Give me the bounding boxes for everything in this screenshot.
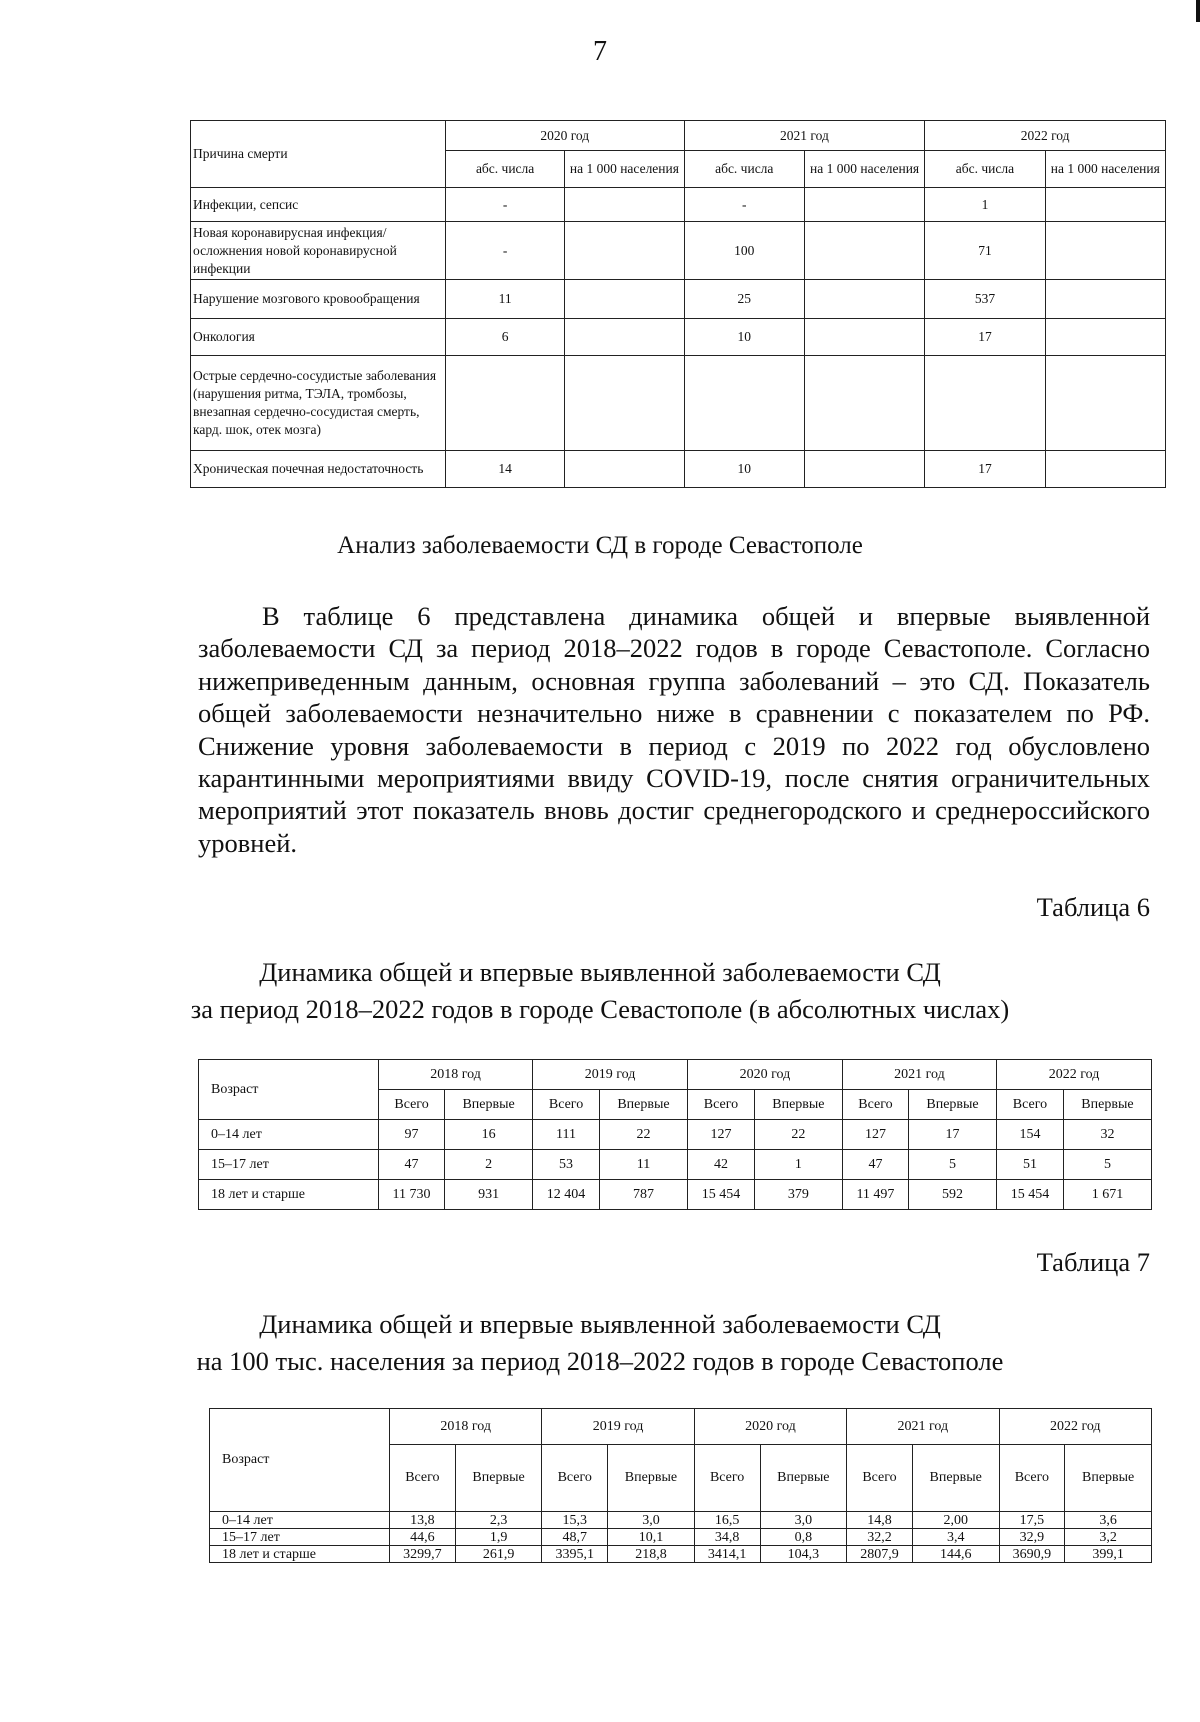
table6-caption-line2: за период 2018–2022 годов в городе Севастополе (в абсолютных числах) — [190, 994, 1010, 1024]
body-paragraph: В таблице 6 представлена динамика общей и впервые выявленной заболеваемости СД за период 2018–2022 годов в городе Севастополе. Согласно нижеприведенным данным, основная группа заболеваний – это СД. Показатель общей заболеваемости незначительно ниже в сравнении с показателем по РФ. Снижение уровня заболеваемости в период с 2019 по 2022 год обусловлено карантинными мероприятиями ввиду COVID-19, после снятия ограничительных мероприятий этот показатель вновь достиг среднегородского и среднероссийского уровней. — [198, 601, 1150, 858]
value-cell: 11 — [599, 1150, 687, 1180]
value-cell: 1 — [925, 188, 1045, 222]
year-header: 2019 год — [533, 1060, 688, 1090]
value-cell — [804, 222, 924, 280]
value-cell: 3,6 — [1065, 1512, 1152, 1529]
value-cell: 1 — [754, 1150, 842, 1180]
section-title: Анализ заболеваемости СД в городе Севастополе — [337, 532, 863, 559]
value-cell: 2,3 — [455, 1512, 542, 1529]
table-row — [199, 1150, 1152, 1180]
value-cell: 2807,9 — [847, 1546, 913, 1563]
value-cell — [565, 222, 684, 280]
table6-caption-line1: Динамика общей и впервые выявленной заболеваемости СД — [259, 957, 941, 987]
subheader-abs: абс. числа — [445, 151, 564, 188]
subheader-new: Впервые — [445, 1090, 533, 1120]
table-row — [199, 1180, 1152, 1210]
value-cell — [1045, 222, 1165, 280]
subheader-total: Всего — [999, 1445, 1065, 1512]
value-cell: 71 — [925, 222, 1045, 280]
value-cell: 0,8 — [760, 1529, 847, 1546]
value-cell: 3690,9 — [999, 1546, 1065, 1563]
subheader-abs: абс. числа — [925, 151, 1045, 188]
subheader-new: Впервые — [1065, 1445, 1152, 1512]
value-cell: 34,8 — [694, 1529, 760, 1546]
value-cell: 5 — [1063, 1150, 1151, 1180]
value-cell: 15 454 — [997, 1180, 1064, 1210]
value-cell: 32,9 — [999, 1529, 1065, 1546]
value-cell — [804, 188, 924, 222]
table7-caption — [0, 1306, 1200, 1380]
death-causes-table — [190, 120, 1166, 488]
table7-label: Таблица 7 — [1036, 1247, 1150, 1277]
cause-cell: Хроническая почечная недостаточность — [191, 451, 446, 488]
value-cell: 97 — [379, 1120, 445, 1150]
value-cell: 6 — [445, 319, 564, 356]
value-cell: 16 — [445, 1120, 533, 1150]
year-header: 2021 год — [847, 1409, 999, 1445]
value-cell: 379 — [754, 1180, 842, 1210]
table-row — [210, 1512, 1152, 1529]
value-cell — [565, 188, 684, 222]
age-cell: 18 лет и старше — [199, 1180, 379, 1210]
death-table-body — [191, 188, 1166, 488]
age-cell: 15–17 лет — [199, 1150, 379, 1180]
value-cell — [804, 451, 924, 488]
value-cell: 11 730 — [379, 1180, 445, 1210]
value-cell: 17,5 — [999, 1512, 1065, 1529]
value-cell — [684, 356, 804, 451]
subheader-total: Всего — [694, 1445, 760, 1512]
value-cell: 48,7 — [542, 1529, 608, 1546]
year-header: 2022 год — [925, 121, 1166, 151]
value-cell: 51 — [997, 1150, 1064, 1180]
value-cell: 1 671 — [1063, 1180, 1151, 1210]
table6-caption — [0, 954, 1200, 1028]
value-cell: 13,8 — [390, 1512, 456, 1529]
value-cell — [565, 280, 684, 319]
year-header: 2021 год — [684, 121, 925, 151]
value-cell: 14,8 — [847, 1512, 913, 1529]
value-cell — [804, 280, 924, 319]
cause-header: Причина смерти — [191, 121, 446, 188]
value-cell: 5 — [908, 1150, 996, 1180]
value-cell: 25 — [684, 280, 804, 319]
value-cell: 47 — [842, 1150, 908, 1180]
value-cell — [1045, 188, 1165, 222]
table-row — [210, 1546, 1152, 1563]
value-cell: 14 — [445, 451, 564, 488]
table-row — [191, 280, 1166, 319]
value-cell: 3,0 — [608, 1512, 695, 1529]
value-cell: 32 — [1063, 1120, 1151, 1150]
value-cell — [925, 356, 1045, 451]
subheader-abs: абс. числа — [684, 151, 804, 188]
value-cell: 11 497 — [842, 1180, 908, 1210]
value-cell: 3,0 — [760, 1512, 847, 1529]
table7 — [209, 1408, 1152, 1563]
value-cell — [565, 451, 684, 488]
year-header: 2021 год — [842, 1060, 996, 1090]
table-row — [191, 222, 1166, 280]
value-cell: 2,00 — [912, 1512, 999, 1529]
value-cell: 22 — [599, 1120, 687, 1150]
value-cell: 3,2 — [1065, 1529, 1152, 1546]
value-cell: 17 — [908, 1120, 996, 1150]
value-cell: 3,4 — [912, 1529, 999, 1546]
year-header: 2018 год — [379, 1060, 533, 1090]
value-cell: 32,2 — [847, 1529, 913, 1546]
table7-body — [210, 1512, 1152, 1563]
table-row — [199, 1120, 1152, 1150]
subheader-new: Впервые — [908, 1090, 996, 1120]
year-header: 2018 год — [390, 1409, 542, 1445]
value-cell — [804, 319, 924, 356]
age-cell: 0–14 лет — [199, 1120, 379, 1150]
cause-cell: Новая коронавирусная инфекция/осложнения новой коронавирусной инфекции — [191, 222, 446, 280]
value-cell: 592 — [908, 1180, 996, 1210]
value-cell: 11 — [445, 280, 564, 319]
value-cell: 10 — [684, 451, 804, 488]
scan-edge-mark — [1196, 0, 1200, 22]
subheader-total: Всего — [847, 1445, 913, 1512]
subheader-new: Впервые — [912, 1445, 999, 1512]
value-cell: 218,8 — [608, 1546, 695, 1563]
value-cell: 17 — [925, 451, 1045, 488]
year-header: 2022 год — [997, 1060, 1152, 1090]
value-cell: 261,9 — [455, 1546, 542, 1563]
value-cell: 3414,1 — [694, 1546, 760, 1563]
value-cell: 144,6 — [912, 1546, 999, 1563]
subheader-total: Всего — [533, 1090, 600, 1120]
value-cell: 16,5 — [694, 1512, 760, 1529]
value-cell: 1,9 — [455, 1529, 542, 1546]
value-cell: 100 — [684, 222, 804, 280]
value-cell — [445, 356, 564, 451]
age-header: Возраст — [210, 1409, 390, 1512]
value-cell — [804, 356, 924, 451]
value-cell: 10 — [684, 319, 804, 356]
value-cell: 15,3 — [542, 1512, 608, 1529]
value-cell: 2 — [445, 1150, 533, 1180]
value-cell: 111 — [533, 1120, 600, 1150]
value-cell: 127 — [842, 1120, 908, 1150]
value-cell — [1045, 319, 1165, 356]
cause-cell: Нарушение мозгового кровообращения — [191, 280, 446, 319]
value-cell — [1045, 280, 1165, 319]
table6 — [198, 1059, 1152, 1210]
subheader-total: Всего — [542, 1445, 608, 1512]
subheader-new: Впервые — [608, 1445, 695, 1512]
table-row — [191, 356, 1166, 451]
value-cell — [1045, 356, 1165, 451]
subheader-new: Впервые — [760, 1445, 847, 1512]
value-cell: 17 — [925, 319, 1045, 356]
subheader-total: Всего — [390, 1445, 456, 1512]
subheader-new: Впервые — [754, 1090, 842, 1120]
cause-cell: Инфекции, сепсис — [191, 188, 446, 222]
age-cell: 18 лет и старше — [210, 1546, 390, 1563]
year-header: 2020 год — [445, 121, 684, 151]
value-cell: 787 — [599, 1180, 687, 1210]
value-cell: - — [684, 188, 804, 222]
value-cell: 10,1 — [608, 1529, 695, 1546]
value-cell: 154 — [997, 1120, 1064, 1150]
subheader-per-1000: на 1 000 населения — [1045, 151, 1165, 188]
page-number: 7 — [593, 36, 607, 67]
subheader-total: Всего — [842, 1090, 908, 1120]
value-cell: 44,6 — [390, 1529, 456, 1546]
table-row — [210, 1529, 1152, 1546]
subheader-total: Всего — [997, 1090, 1064, 1120]
value-cell — [565, 319, 684, 356]
table-row — [191, 188, 1166, 222]
value-cell: 15 454 — [688, 1180, 755, 1210]
value-cell: 127 — [688, 1120, 755, 1150]
subheader-per-1000: на 1 000 населения — [804, 151, 924, 188]
value-cell — [565, 356, 684, 451]
table-row — [191, 319, 1166, 356]
table6-label: Таблица 6 — [1036, 892, 1150, 922]
cause-cell: Онкология — [191, 319, 446, 356]
age-cell: 0–14 лет — [210, 1512, 390, 1529]
table7-caption-line1: Динамика общей и впервые выявленной заболеваемости СД — [259, 1309, 941, 1339]
value-cell: 3299,7 — [390, 1546, 456, 1563]
age-cell: 15–17 лет — [210, 1529, 390, 1546]
subheader-new: Впервые — [455, 1445, 542, 1512]
value-cell: 399,1 — [1065, 1546, 1152, 1563]
table7-caption-line2: на 100 тыс. населения за период 2018–2022 годов в городе Севастополе — [196, 1346, 1004, 1376]
subheader-total: Всего — [688, 1090, 755, 1120]
value-cell: 3395,1 — [542, 1546, 608, 1563]
value-cell — [1045, 451, 1165, 488]
value-cell: - — [445, 222, 564, 280]
table-row — [191, 451, 1166, 488]
value-cell: 537 — [925, 280, 1045, 319]
value-cell: 931 — [445, 1180, 533, 1210]
subheader-new: Впервые — [599, 1090, 687, 1120]
value-cell: - — [445, 188, 564, 222]
subheader-new: Впервые — [1063, 1090, 1151, 1120]
value-cell: 104,3 — [760, 1546, 847, 1563]
year-header: 2020 год — [694, 1409, 846, 1445]
cause-cell: Острые сердечно-сосудистые заболевания (нарушения ритма, ТЭЛА, тромбозы, внезапная сердечно-сосудистая смерть, кард. шок, отек мозга) — [191, 356, 446, 451]
value-cell: 53 — [533, 1150, 600, 1180]
year-header: 2020 год — [688, 1060, 843, 1090]
subheader-per-1000: на 1 000 населения — [565, 151, 684, 188]
value-cell: 47 — [379, 1150, 445, 1180]
year-header: 2019 год — [542, 1409, 694, 1445]
value-cell: 22 — [754, 1120, 842, 1150]
age-header: Возраст — [199, 1060, 379, 1120]
year-header: 2022 год — [999, 1409, 1152, 1445]
table6-body — [199, 1120, 1152, 1210]
value-cell: 12 404 — [533, 1180, 600, 1210]
subheader-total: Всего — [379, 1090, 445, 1120]
value-cell: 42 — [688, 1150, 755, 1180]
